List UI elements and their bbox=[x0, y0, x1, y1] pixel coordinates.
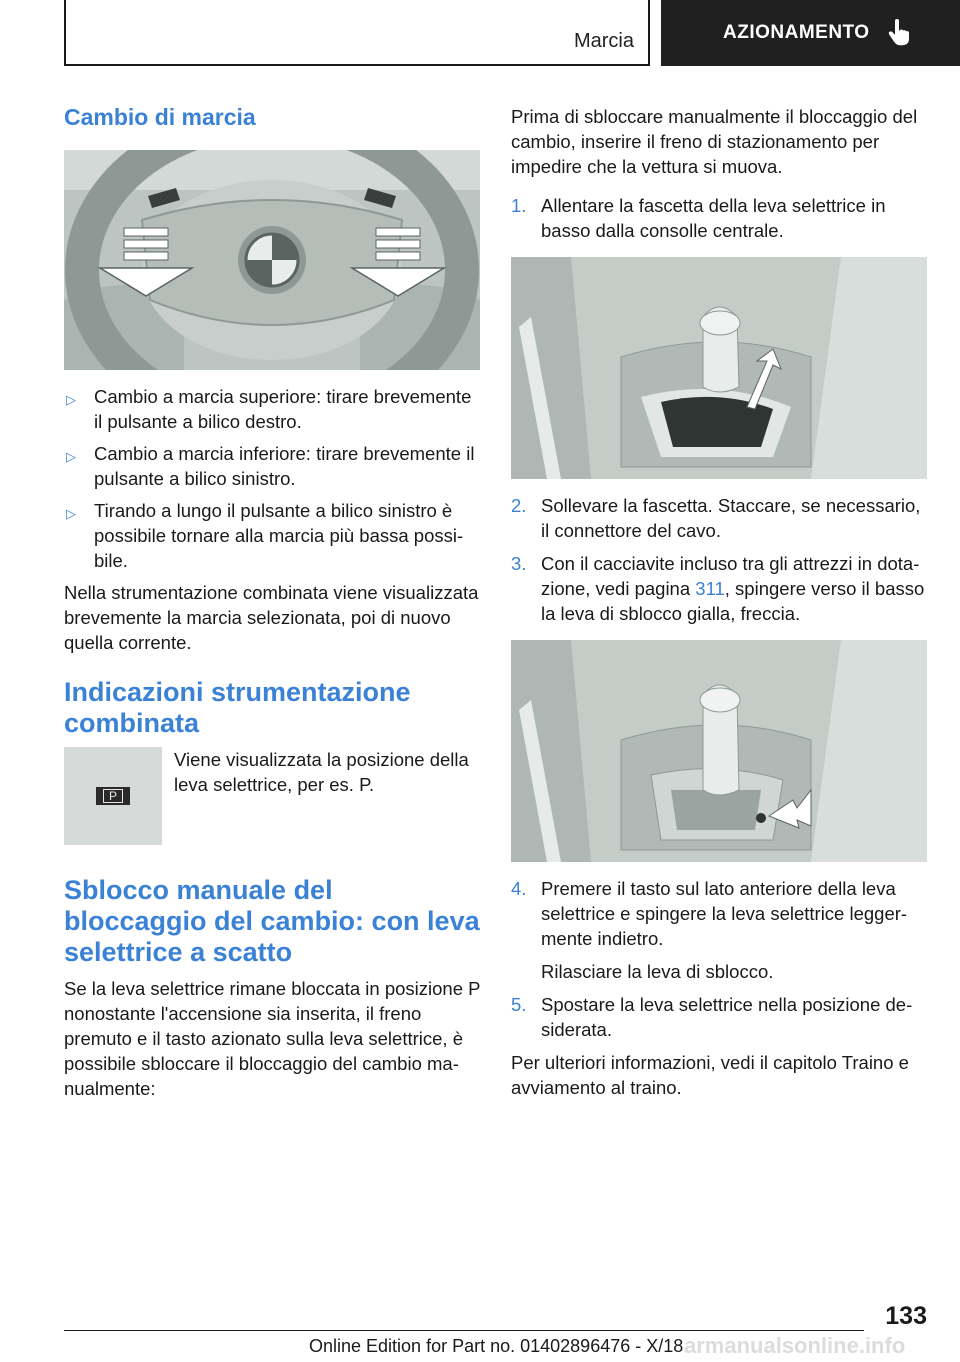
steering-wheel-illustration bbox=[64, 150, 480, 370]
unlock-steps-final bbox=[511, 876, 927, 1042]
site-watermark: armanualsonline.info bbox=[684, 1333, 906, 1358]
page-reference-link[interactable]: 311 bbox=[695, 578, 725, 599]
list-item: 3. Con il cacciavite incluso tra gli attrezzi in dotazione, vedi pagina 311, spingere verso il basso la leva di sblocco gialla, freccia. bbox=[511, 553, 925, 624]
list-item: ▷ Tirando a lungo il pulsante a bilico sinistro è possibile tornare alla marcia più bassa possibile. bbox=[66, 500, 464, 571]
chapter-title: AZIONAMENTO bbox=[723, 22, 870, 43]
unlock-precaution: Prima di sbloccare manualmente il bloccaggio del cambio, inserire il freno di stazionamento per impedire che la vettura si muova. bbox=[511, 106, 918, 177]
heading-manual-unlock: Sblocco manuale del bloccaggio del cambio: con leva selettrice a scatto bbox=[64, 875, 480, 967]
list-item: ▷ Cambio a marcia inferiore: tirare brevemente il pulsante a bilico sinistro. bbox=[66, 443, 475, 489]
unlock-steps bbox=[511, 193, 927, 243]
page-number: 133 bbox=[885, 1302, 927, 1330]
header-frame bbox=[64, 0, 650, 66]
right-column bbox=[511, 100, 927, 1100]
list-item: 5. Spostare la leva selettrice nella posizione desiderata. bbox=[511, 994, 913, 1040]
console-clip-illustration bbox=[511, 257, 927, 479]
unlock-steps-cont bbox=[511, 493, 927, 626]
manual-unlock-intro: Se la leva selettrice rimane bloccata in posizione P nonostante l'accensione sia inserita, il freno premuto e il tasto azionato sulla leva selettrice, è possibile sbloccare il bloccaggio del cambio manualmente: bbox=[64, 978, 481, 1099]
heading-instrument-display: Indicazioni strumentazione combinata bbox=[64, 677, 411, 738]
park-symbol: P bbox=[103, 789, 123, 803]
edition-note: Online Edition for Part no. 01402896476 - X/18 bbox=[309, 1336, 684, 1356]
chapter-tab[interactable] bbox=[661, 0, 960, 66]
gear-change-list bbox=[64, 384, 482, 573]
release-lever-illustration bbox=[511, 640, 927, 862]
display-indicator-row bbox=[64, 747, 482, 845]
list-item: 2. Sollevare la fascetta. Staccare, se necessario, il connettore del cavo. bbox=[511, 495, 921, 541]
further-info: Per ulteriori informazioni, vedi il capitolo Traino e avviamento al traino. bbox=[511, 1052, 909, 1098]
list-item: 4. Premere il tasto sul lato anteriore della leva selettrice e spingere la leva selettrice leggermente indietro. Rilasciare la leva di sblocco. bbox=[511, 878, 908, 982]
section-title: Marcia bbox=[573, 30, 634, 52]
list-item: ▷ Cambio a marcia superiore: tirare brevemente il pulsante a bilico destro. bbox=[66, 386, 472, 432]
pointing-hand-icon bbox=[888, 19, 912, 47]
left-column bbox=[64, 100, 482, 1101]
list-item: 1. Allentare la fascetta della leva selettrice in basso dalla consolle centrale. bbox=[511, 195, 886, 241]
instrument-note: Nella strumentazione combinata viene visualizzata brevemente la marcia selezionata, poi di nuovo quella corrente. bbox=[64, 582, 479, 653]
triangle-bullet-icon: ▷ bbox=[66, 506, 76, 521]
display-description: Viene visualizzata la posizione della leva selettrice, per es. P. bbox=[174, 749, 469, 795]
gear-display-image bbox=[64, 747, 162, 845]
footer-divider bbox=[64, 1330, 864, 1331]
triangle-bullet-icon: ▷ bbox=[66, 449, 76, 464]
heading-gear-change: Cambio di marcia bbox=[64, 104, 256, 130]
triangle-bullet-icon: ▷ bbox=[66, 392, 76, 407]
